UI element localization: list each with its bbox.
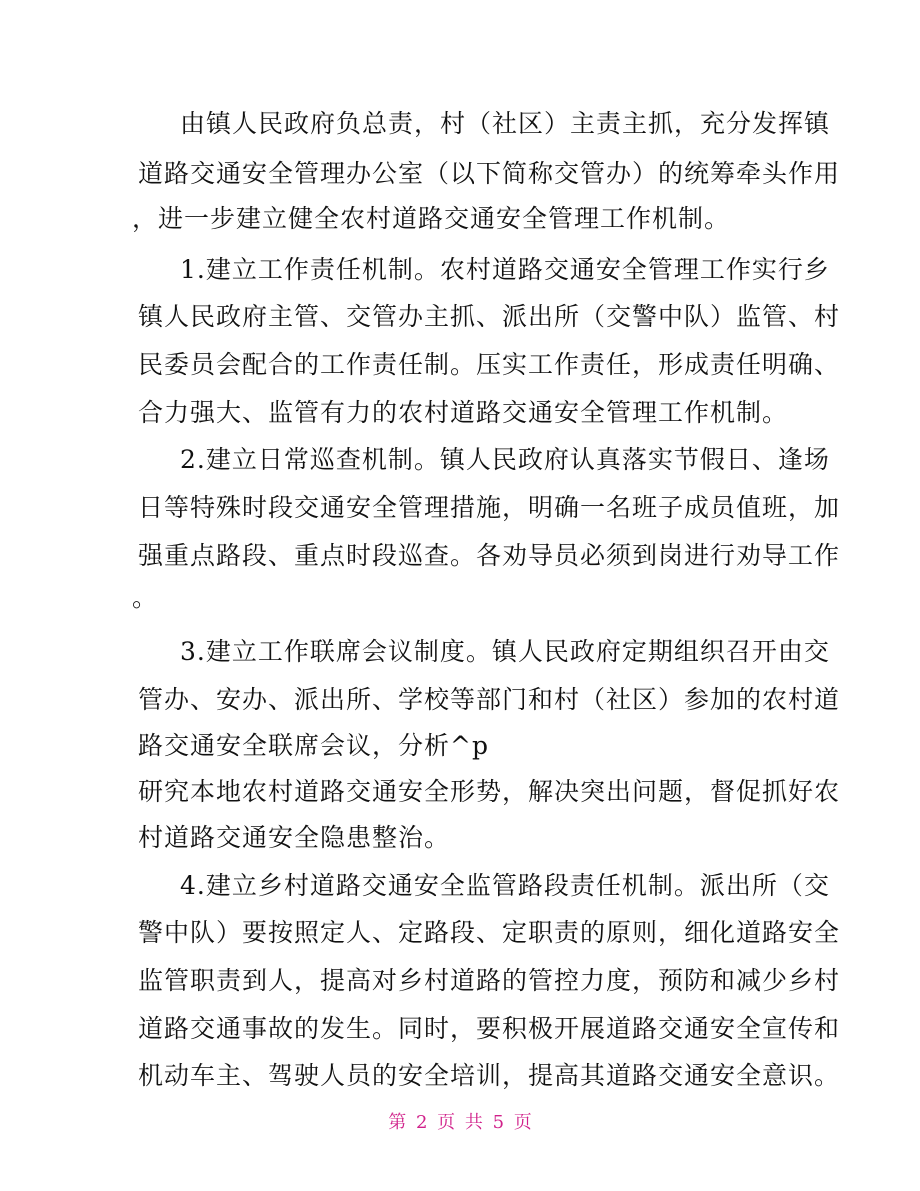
paragraph-1-line-2: 道路交通安全管理办公室（以下简称交管办）的统筹牵头作用: [138, 159, 841, 188]
paragraph-5-line-4: 道路交通事故的发生。同时，要积极开展道路交通安全宣传和: [138, 1014, 841, 1043]
paragraph-1-line-3: ，进一步建立健全农村道路交通安全管理工作机制。: [132, 204, 731, 233]
page-number-footer: 第 2 页 共 5 页: [388, 1112, 532, 1133]
paragraph-4-line-1: 3.建立工作联席会议制度。镇人民政府定期组织召开由交: [180, 637, 830, 666]
paragraph-5-line-5: 机动车主、驾驶人员的安全培训，提高其道路交通安全意识。: [138, 1061, 841, 1090]
paragraph-3-line-4: 。: [132, 583, 159, 612]
paragraph-5-line-3: 监管职责到人，提高对乡村道路的管控力度，预防和减少乡村: [138, 966, 841, 995]
paragraph-3-line-1: 2.建立日常巡查机制。镇人民政府认真落实节假日、逢场: [180, 445, 830, 474]
paragraph-4-line-4: 研究本地农村道路交通安全形势，解决突出问题，督促抓好农: [138, 777, 841, 806]
paragraph-2-line-3: 民委员会配合的工作责任制。压实工作责任，形成责任明确、: [138, 350, 841, 379]
paragraph-4-line-5: 村道路交通安全隐患整治。: [138, 823, 451, 852]
paragraph-2-line-2: 镇人民政府主管、交管办主抓、派出所（交警中队）监管、村: [138, 302, 841, 331]
paragraph-1-line-1: 由镇人民政府负总责，村（社区）主责主抓，充分发挥镇: [180, 109, 831, 138]
paragraph-5-line-1: 4.建立乡村道路交通安全监管路段责任机制。派出所（交: [180, 871, 830, 900]
paragraph-2-line-4: 合力强大、监管有力的农村道路交通安全管理工作机制。: [138, 398, 789, 427]
paragraph-4-line-3: 路交通安全联席会议，分析^p: [138, 731, 489, 760]
paragraph-2-line-1: 1.建立工作责任机制。农村道路交通安全管理工作实行乡: [180, 255, 830, 284]
paragraph-3-line-3: 强重点路段、重点时段巡查。各劝导员必须到岗进行劝导工作: [138, 541, 841, 570]
paragraph-5-line-2: 警中队）要按照定人、定路段、定职责的原则，细化道路安全: [138, 918, 841, 947]
paragraph-4-line-2: 管办、安办、派出所、学校等部门和村（社区）参加的农村道: [138, 685, 841, 714]
paragraph-3-line-2: 日等特殊时段交通安全管理措施，明确一名班子成员值班，加: [138, 493, 841, 522]
